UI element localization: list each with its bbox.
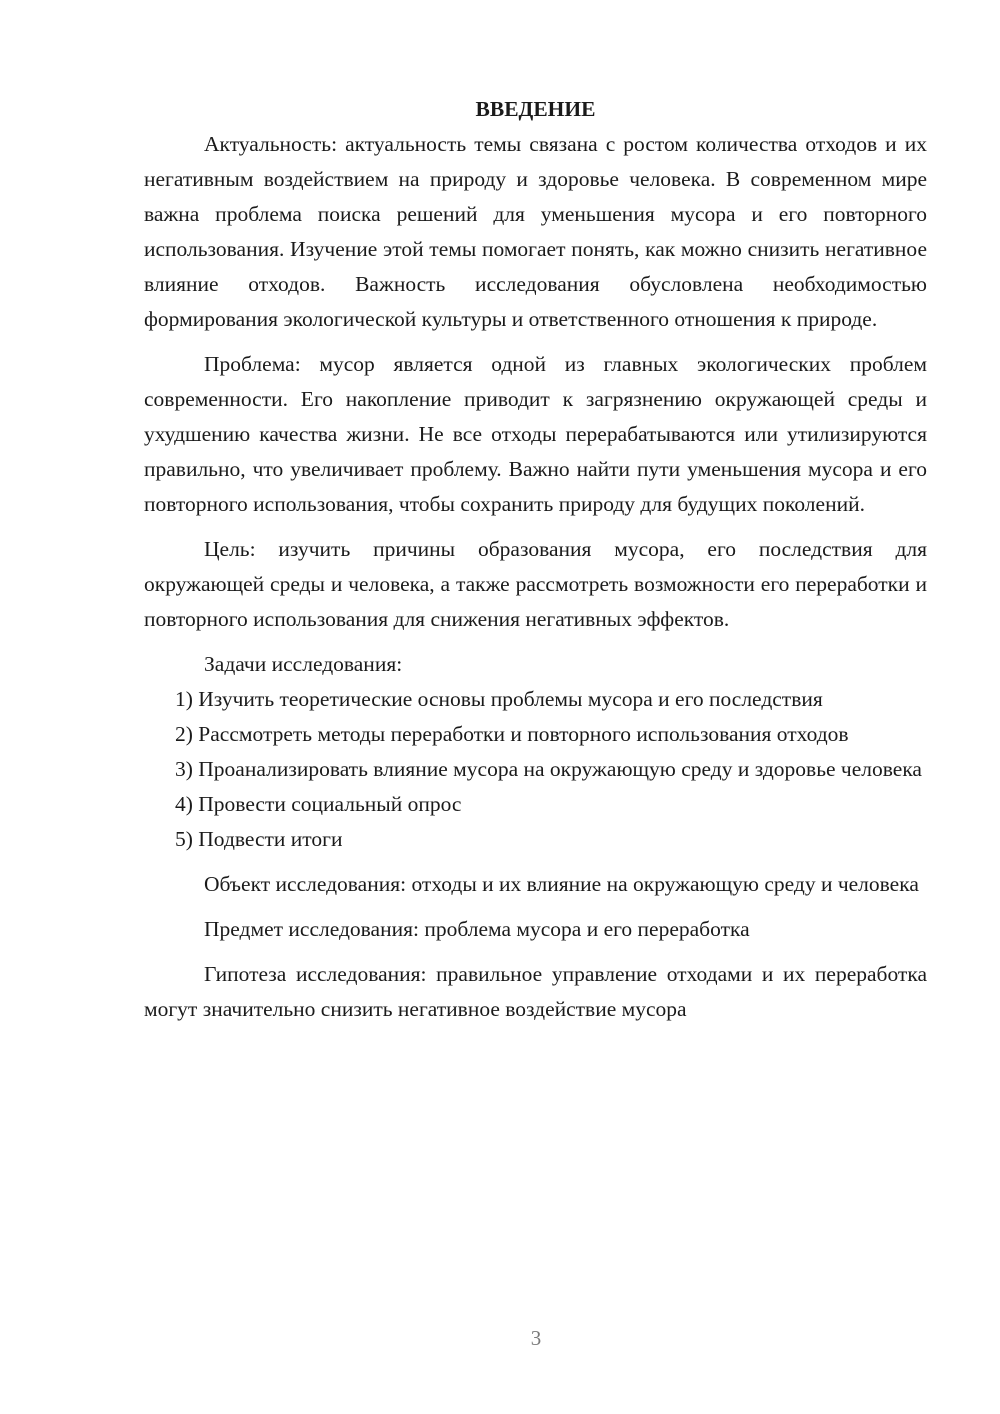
paragraph-tasks-heading: Задачи исследования: [204, 652, 403, 676]
paragraph-object: Объект исследования: отходы и их влияние на окружающую среду и человека [204, 872, 919, 896]
paragraph-problem: Проблема: мусор является одной из главных экологических проблем современности. Его накопление приводит к загрязнению окружающей среды и ухудшению качества жизни. Не все отходы перерабатываются или утилизируются правильно, что увеличивает проблему. Важно найти пути уменьшения мусора и его повторного использования, чтобы сохранить природу для будущих поколений. [144, 352, 927, 516]
section-title: ВВЕДЕНИЕ [475, 97, 596, 121]
task-item: 2) Рассмотреть методы переработки и повторного использования отходов [175, 722, 849, 746]
paragraph-subject: Предмет исследования: проблема мусора и его переработка [204, 917, 750, 941]
task-item: 1) Изучить теоретические основы проблемы мусора и его последствия [175, 687, 823, 711]
paragraph-goal: Цель: изучить причины образования мусора, его последствия для окружающей среды и человека, а также рассмотреть возможности его переработки и повторного использования для снижения негативных эффектов. [144, 537, 927, 631]
task-item: 5) Подвести итоги [175, 827, 343, 851]
paragraph-relevance: Актуальность: актуальность темы связана с ростом количества отходов и их негативным воздействием на природу и здоровье человека. В современном мире важна проблема поиска решений для уменьшения мусора и его повторного использования. Изучение этой темы помогает понять, как можно снизить негативное влияние отходов. Важность исследования обусловлена необходимостью формирования экологической культуры и ответственного отношения к природе. [144, 132, 927, 331]
page-number: 3 [530, 1326, 542, 1350]
paragraph-hypothesis: Гипотеза исследования: правильное управление отходами и их переработка могут значительно снизить негативное воздействие мусора [144, 962, 927, 1021]
task-item: 3) Проанализировать влияние мусора на окружающую среду и здоровье человека [175, 757, 922, 781]
task-item: 4) Провести социальный опрос [175, 792, 462, 816]
document-body [144, 92, 927, 1027]
